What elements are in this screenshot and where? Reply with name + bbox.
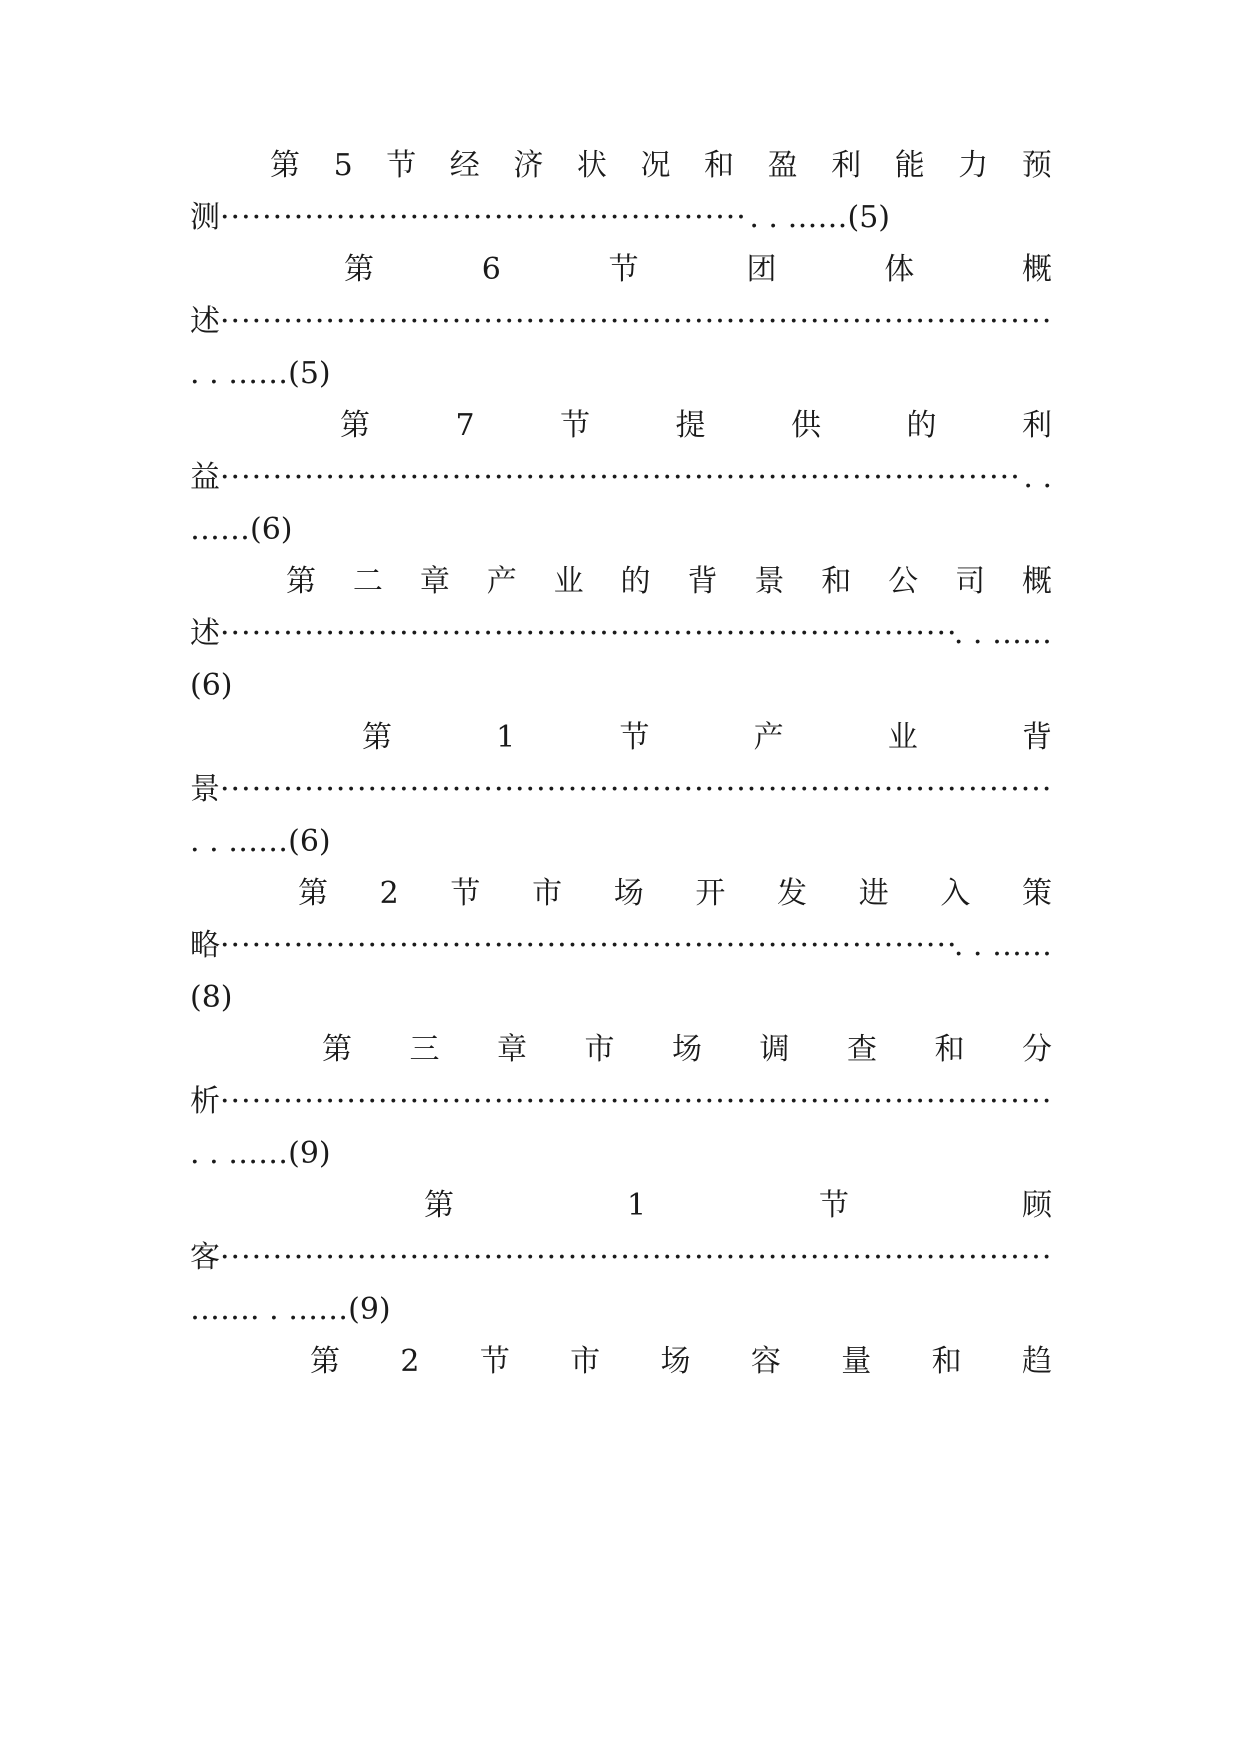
toc-leader-first-char: 测	[190, 200, 220, 235]
toc-heading-char: 1	[626, 1188, 647, 1223]
toc-heading-char: 预	[1021, 148, 1052, 183]
toc-heading-char: 市	[532, 876, 563, 911]
toc-heading-char: 容	[750, 1344, 781, 1379]
toc-leader-ch1-s6	[190, 298, 1052, 346]
toc-heading-char: 背	[687, 564, 718, 599]
toc-heading-char: 节	[619, 720, 650, 755]
toc-heading-char: 和	[821, 564, 852, 599]
toc-heading-char: 供	[791, 408, 822, 443]
toc-heading-char: 趋	[1021, 1344, 1052, 1379]
toc-heading-char: 业	[887, 720, 918, 755]
toc-leader-ch3-s1	[190, 1234, 1052, 1282]
toc-heading-char: 公	[888, 564, 919, 599]
toc-heading-ch3	[322, 1026, 1052, 1074]
toc-heading-char: 和	[704, 148, 735, 183]
toc-leader-first-char: 述	[190, 616, 220, 651]
toc-heading-char: 5	[333, 148, 353, 183]
toc-heading-char: 2	[400, 1344, 420, 1379]
toc-leader-dots	[220, 298, 1052, 346]
toc-heading-ch1-s5	[270, 142, 1052, 190]
toc-heading-char: 三	[409, 1032, 440, 1067]
toc-leader-ch3	[190, 1078, 1052, 1126]
toc-leader-ch2-s2	[190, 922, 1052, 970]
toc-leader-tail: . . ……	[953, 928, 1052, 963]
toc-heading-char: 第	[344, 252, 374, 287]
toc-heading-char: 市	[584, 1032, 615, 1067]
toc-leader-ch2-s1	[190, 766, 1052, 814]
toc-leader-ch2	[190, 610, 1052, 658]
toc-heading-char: 第	[310, 1344, 340, 1379]
toc-heading-ch1-s6	[344, 246, 1052, 294]
toc-heading-char: 查	[847, 1032, 877, 1067]
toc-heading-char: 第	[298, 876, 328, 911]
toc-heading-char: 章	[497, 1032, 527, 1067]
toc-page-ref-ch2: (6)	[190, 668, 233, 703]
toc-heading-char: 入	[940, 876, 971, 911]
toc-heading-char: 2	[379, 876, 399, 911]
toc-heading-char: 场	[660, 1344, 691, 1379]
toc-heading-ch3-s1	[424, 1182, 1052, 1230]
toc-leader-first-char: 略	[190, 928, 220, 963]
toc-heading-char: 第	[362, 720, 392, 755]
toc-heading-char: 节	[386, 148, 417, 183]
toc-heading-char: 节	[479, 1344, 510, 1379]
toc-heading-char: 节	[450, 876, 481, 911]
toc-leader-dots	[220, 610, 954, 658]
toc-leader-dots	[220, 922, 954, 970]
toc-heading-char: 利	[831, 148, 862, 183]
toc-heading-char: 司	[955, 564, 986, 599]
toc-heading-char: 场	[613, 876, 644, 911]
toc-heading-char: 盈	[767, 148, 798, 183]
toc-leader-dots	[220, 454, 1023, 502]
toc-heading-char: 发	[777, 876, 808, 911]
toc-heading-char: 提	[675, 408, 706, 443]
toc-heading-char: 7	[455, 408, 475, 443]
toc-heading-char: 节	[560, 408, 591, 443]
toc-heading-char: 第	[424, 1188, 454, 1223]
toc-heading-char: 场	[672, 1032, 702, 1067]
toc-heading-char: 能	[894, 148, 925, 183]
toc-heading-char: 调	[759, 1032, 790, 1067]
toc-heading-char: 策	[1022, 876, 1052, 911]
toc-leader-first-char: 益	[190, 460, 220, 495]
toc-heading-char: 量	[841, 1344, 872, 1379]
toc-heading-char: 顾	[1022, 1188, 1052, 1223]
toc-page-ref-ch1-s6: . . ……(5)	[190, 356, 331, 391]
toc-page-ref: . . ……(5)	[749, 200, 890, 235]
toc-heading-char: 节	[819, 1188, 850, 1223]
toc-heading-char: 二	[352, 564, 383, 599]
toc-heading-ch2-s1	[362, 714, 1052, 762]
toc-heading-char: 进	[858, 876, 889, 911]
toc-heading-char: 利	[1022, 408, 1052, 443]
toc-heading-char: 产	[486, 564, 517, 599]
toc-heading-ch2-s2	[298, 870, 1052, 918]
toc-heading-char: 第	[322, 1032, 352, 1067]
toc-heading-char: 济	[513, 148, 544, 183]
toc-heading-char: 章	[419, 564, 450, 599]
toc-heading-char: 景	[754, 564, 785, 599]
toc-heading-char: 的	[906, 408, 937, 443]
toc-heading-char: 第	[270, 148, 300, 183]
toc-heading-char: 背	[1021, 720, 1052, 755]
toc-heading-char: 分	[1022, 1032, 1052, 1067]
toc-leader-dots	[220, 766, 1052, 814]
toc-heading-char: 概	[1022, 252, 1052, 287]
toc-heading-char: 第	[286, 564, 316, 599]
toc-leader-dots	[220, 1078, 1052, 1126]
toc-heading-ch1-s7	[340, 402, 1052, 450]
toc-leader-tail: . .	[1023, 460, 1052, 495]
toc-heading-char: 力	[958, 148, 989, 183]
toc-heading-char: 第	[340, 408, 370, 443]
toc-heading-char: 节	[608, 252, 639, 287]
toc-heading-char: 的	[620, 564, 651, 599]
toc-leader-dots	[220, 194, 749, 242]
toc-leader-ch1-s7	[190, 454, 1052, 502]
toc-heading-char: 团	[746, 252, 777, 287]
toc-leader-first-char: 景	[190, 772, 220, 807]
toc-heading-char: 业	[553, 564, 584, 599]
toc-leader-dots	[220, 1234, 1052, 1282]
toc-heading-ch2	[286, 558, 1052, 606]
toc-leader-first-char: 述	[190, 304, 220, 339]
toc-heading-char: 产	[753, 720, 784, 755]
toc-heading-char: 况	[640, 148, 671, 183]
toc-page-ref-ch2-s1: . . ……(6)	[190, 824, 331, 859]
toc-heading-ch3-s2	[310, 1338, 1052, 1386]
toc-heading-char: 体	[884, 252, 915, 287]
toc-leader-ch1-s5	[190, 194, 890, 242]
toc-heading-char: 概	[1021, 564, 1052, 599]
toc-page-ref-ch3: . . ……(9)	[190, 1136, 331, 1171]
toc-page-ref-ch3-s1: ……. . ……(9)	[190, 1292, 391, 1327]
toc-page-ref-ch2-s2: (8)	[190, 980, 233, 1015]
toc-heading-char: 市	[570, 1344, 601, 1379]
toc-heading-char: 和	[934, 1032, 965, 1067]
toc-heading-char: 和	[931, 1344, 962, 1379]
toc-heading-char: 经	[449, 148, 480, 183]
toc-leader-first-char: 客	[190, 1240, 220, 1275]
toc-heading-char: 状	[576, 148, 607, 183]
toc-heading-char: 1	[496, 720, 516, 755]
toc-leader-first-char: 析	[190, 1084, 220, 1119]
toc-heading-char: 开	[695, 876, 726, 911]
toc-page-ref-ch1-s7: ……(6)	[190, 512, 293, 547]
toc-leader-tail: . . ……	[953, 616, 1052, 651]
toc-heading-char: 6	[481, 252, 501, 287]
